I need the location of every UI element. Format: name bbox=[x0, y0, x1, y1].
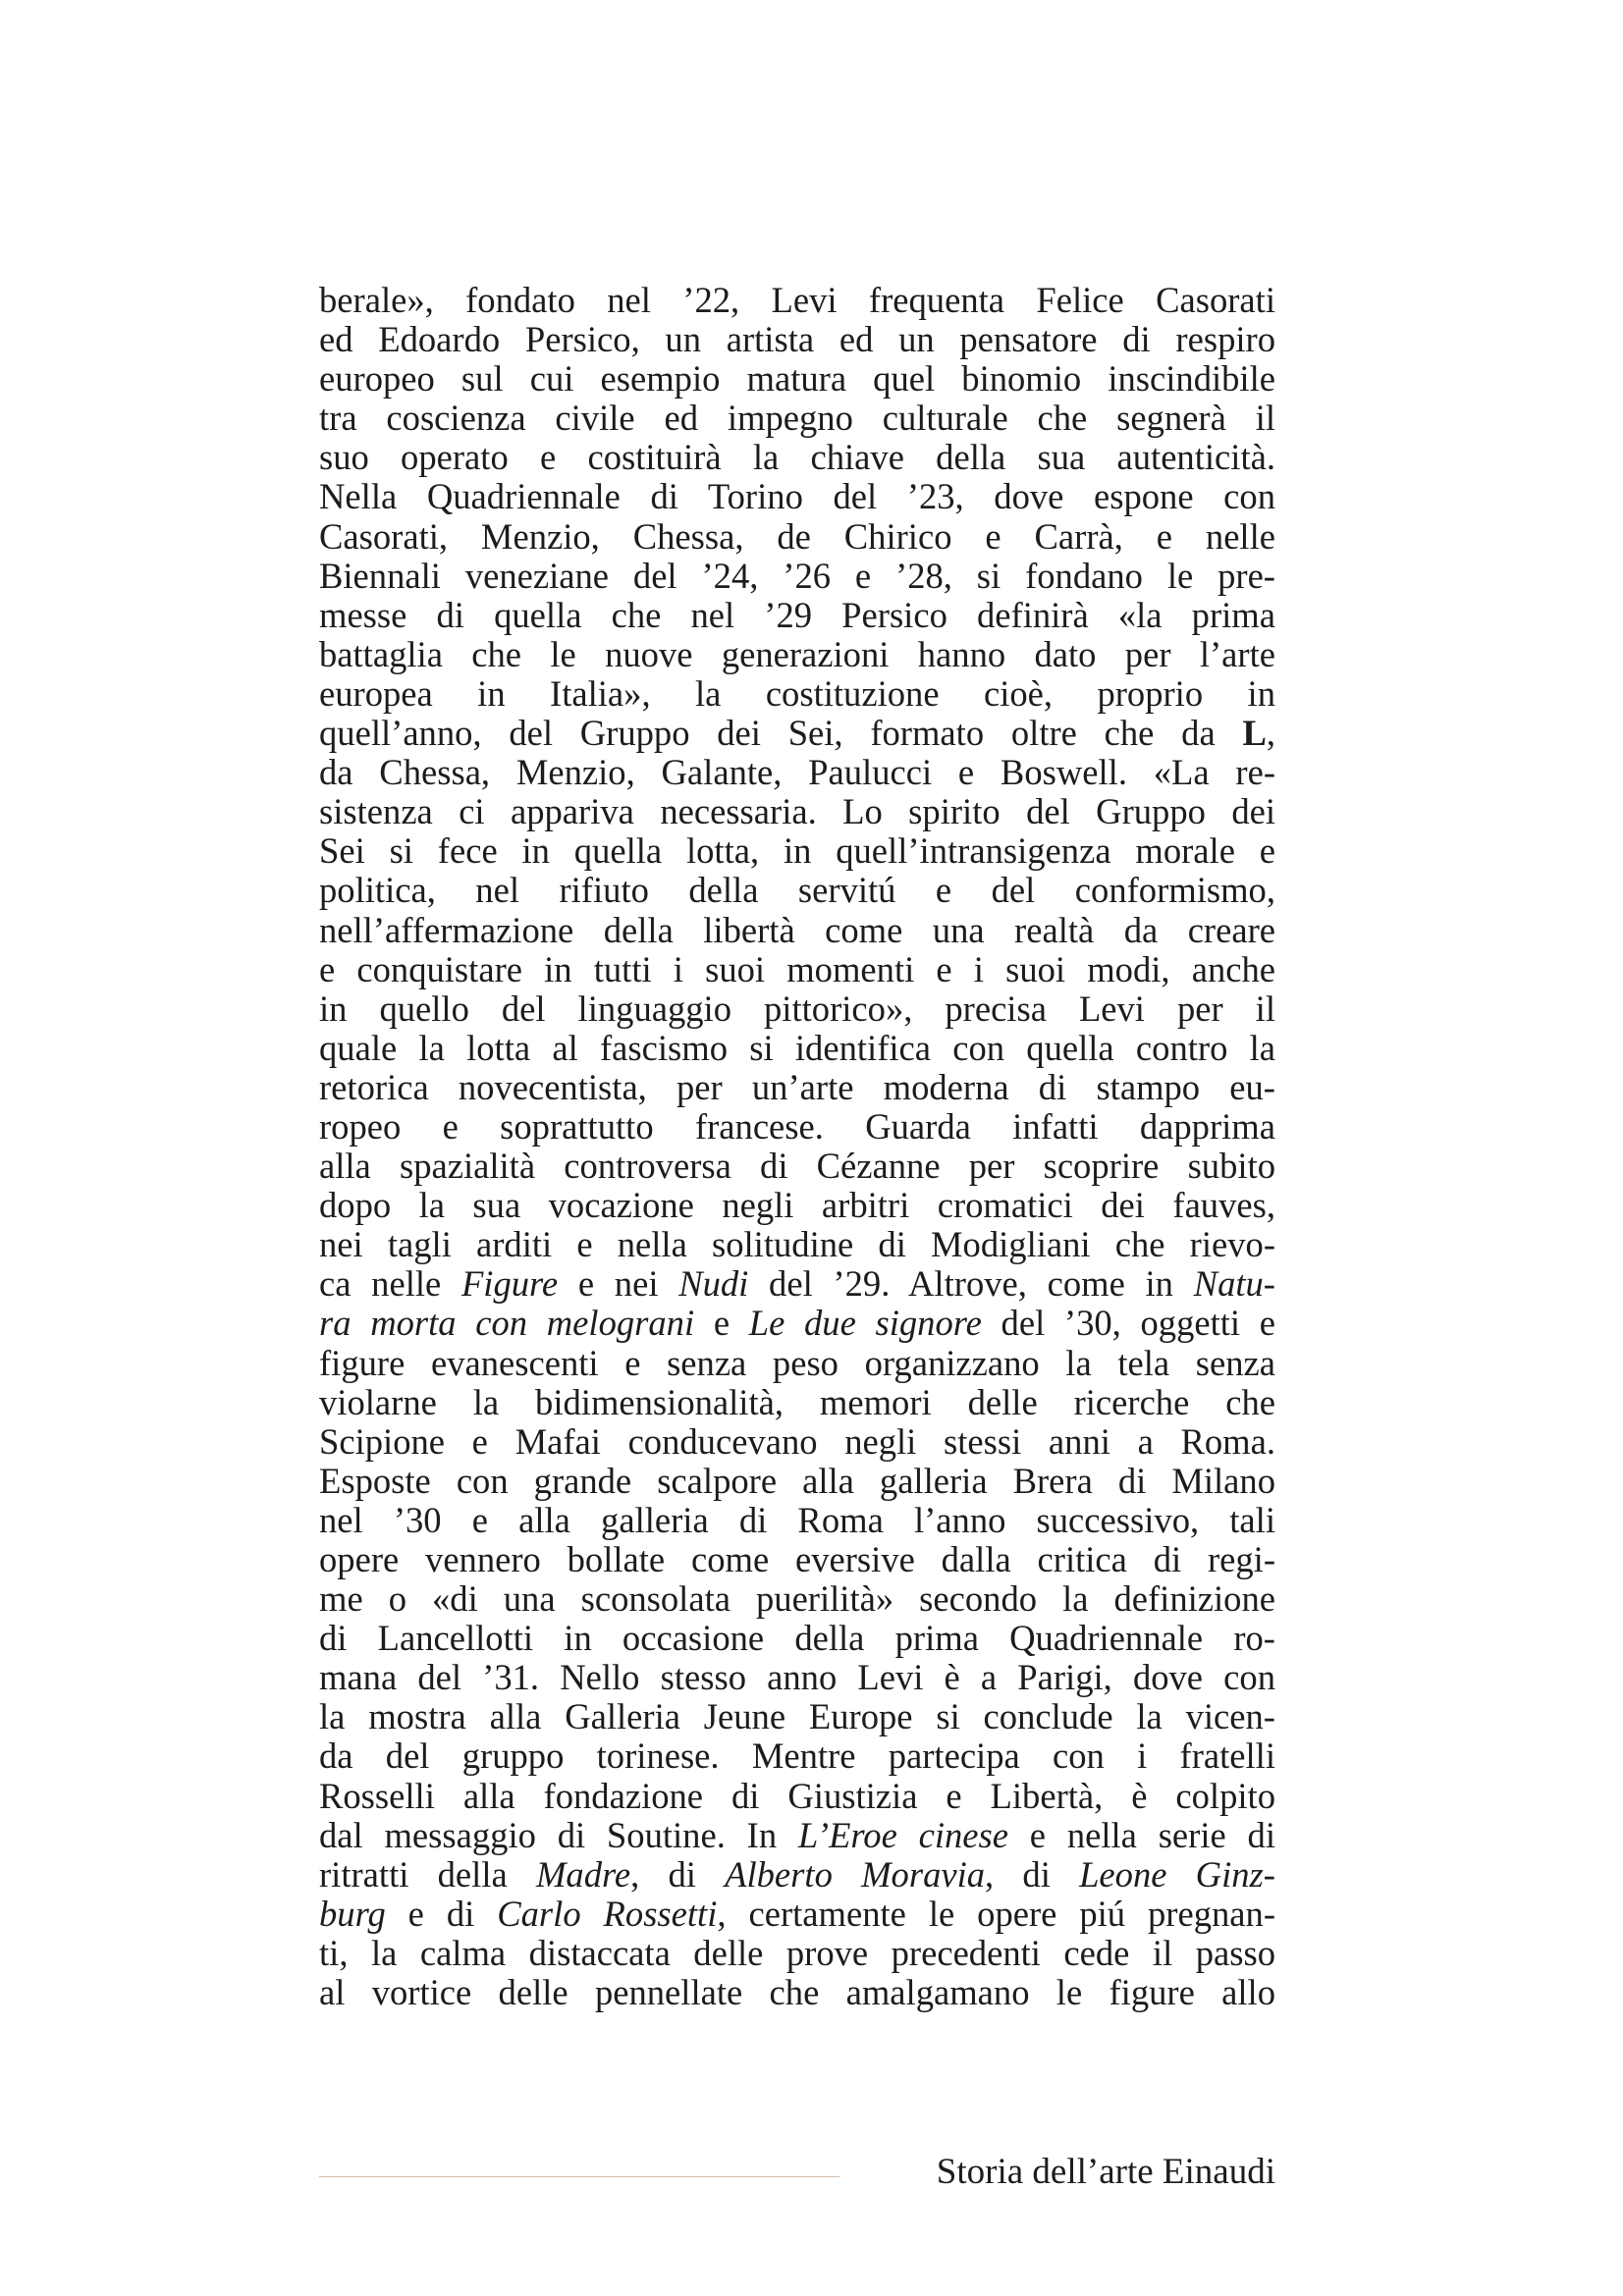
text-line bbox=[319, 359, 1275, 399]
text-line bbox=[319, 792, 1275, 831]
text-line bbox=[319, 753, 1275, 792]
text-run: , di bbox=[985, 1853, 1080, 1895]
text-run: violarne la bidimensionalità, memori delle ricerche che bbox=[319, 1381, 1275, 1422]
text-run: berale», fondato nel ’22, Levi frequenta Felice Casorati bbox=[319, 280, 1275, 320]
text-line bbox=[319, 1029, 1275, 1068]
text-line bbox=[319, 1579, 1275, 1619]
text-line bbox=[319, 714, 1275, 753]
italic-run: Le due signore bbox=[748, 1303, 982, 1344]
text-run: , di bbox=[630, 1853, 726, 1895]
italic-run: Carlo Rossetti bbox=[497, 1893, 718, 1934]
text-line bbox=[319, 1264, 1275, 1304]
text-run: nell’affermazione della libertà come una realtà da creare bbox=[319, 909, 1275, 950]
text-run: ed Edoardo Persico, un artista ed un pensatore di respiro bbox=[319, 319, 1275, 360]
text-line bbox=[319, 1068, 1275, 1107]
text-run: da Chessa, Menzio, Galante, Paulucci e Boswell. «La re- bbox=[319, 752, 1275, 793]
text-run: alla spazialità controversa di Cézanne per scoprire subito bbox=[319, 1146, 1275, 1187]
text-run: battaglia che le nuove generazioni hanno dato per l’arte bbox=[319, 633, 1275, 674]
text-run: europea in Italia», la costituzione cioè, proprio in bbox=[319, 672, 1275, 714]
text-line bbox=[319, 674, 1275, 714]
text-run: del ’30, oggetti e bbox=[981, 1303, 1276, 1344]
bold-run: L bbox=[1242, 713, 1267, 754]
text-run: Rosselli alla fondazione di Giustizia e Libertà, è colpito bbox=[319, 1775, 1275, 1816]
text-run: , certamente le opere piú pregnan- bbox=[717, 1893, 1275, 1934]
text-line bbox=[319, 1383, 1275, 1422]
text-line bbox=[319, 320, 1275, 359]
text-line bbox=[319, 596, 1275, 635]
text-line bbox=[319, 1540, 1275, 1579]
text-run: del ’29. Altrove, come in bbox=[748, 1263, 1194, 1305]
italic-run: L’Eroe cinese bbox=[797, 1814, 1008, 1855]
text-line bbox=[319, 1422, 1275, 1462]
italic-run: Natu- bbox=[1193, 1263, 1275, 1305]
text-line bbox=[319, 1736, 1275, 1776]
text-run: Esposte con grande scalpore alla galleria Brera di Milano bbox=[319, 1460, 1275, 1501]
italic-run: Madre bbox=[535, 1853, 631, 1895]
text-line bbox=[319, 1973, 1275, 2012]
text-line bbox=[319, 1107, 1275, 1147]
text-run: al vortice delle pennellate che amalgamano le figure allo bbox=[319, 1972, 1275, 2013]
text-run: ca nelle bbox=[319, 1263, 461, 1305]
text-line bbox=[319, 1658, 1275, 1697]
text-line bbox=[319, 1855, 1275, 1895]
text-run: figure evanescenti e senza peso organizzano la tela senza bbox=[319, 1342, 1275, 1383]
text-run: la mostra alla Galleria Jeune Europe si conclude la vicen- bbox=[319, 1696, 1275, 1737]
text-line bbox=[319, 831, 1275, 871]
text-run: opere vennero bollate come eversive dalla critica di regi- bbox=[319, 1539, 1275, 1579]
italic-run: Alberto Moravia bbox=[725, 1853, 986, 1895]
text-line bbox=[319, 1462, 1275, 1501]
text-line bbox=[319, 1501, 1275, 1540]
text-line bbox=[319, 399, 1275, 438]
text-run: e nella serie di bbox=[1008, 1814, 1275, 1855]
text-line bbox=[319, 1147, 1275, 1186]
text-line bbox=[319, 557, 1275, 596]
text-run: nei tagli arditi e nella solitudine di Modigliani che rievo- bbox=[319, 1224, 1275, 1265]
italic-run: Leone Ginz- bbox=[1079, 1853, 1275, 1895]
text-line bbox=[319, 438, 1275, 477]
text-line bbox=[319, 635, 1275, 674]
text-run: tra coscienza civile ed impegno culturale che segnerà il bbox=[319, 398, 1275, 439]
text-run: Nella Quadriennale di Torino del ’23, dove espone con bbox=[319, 476, 1275, 517]
text-run: nel ’30 e alla galleria di Roma l’anno successivo, tali bbox=[319, 1499, 1275, 1540]
italic-run: Nudi bbox=[678, 1263, 749, 1305]
text-run: sistenza ci appariva necessaria. Lo spirito del Gruppo dei bbox=[319, 791, 1275, 832]
text-line bbox=[319, 1934, 1275, 1973]
text-run: , bbox=[1266, 713, 1275, 754]
text-run: mana del ’31. Nello stesso anno Levi è a Parigi, dove con bbox=[319, 1657, 1275, 1698]
text-run: e conquistare in tutti i suoi momenti e i suoi modi, anche bbox=[319, 948, 1275, 989]
text-line bbox=[319, 1225, 1275, 1264]
text-line bbox=[319, 1895, 1275, 1934]
text-run: quale la lotta al fascismo si identifica con quella contro la bbox=[319, 1027, 1275, 1068]
italic-run: ra morta con melograni bbox=[319, 1303, 695, 1344]
text-line bbox=[319, 911, 1275, 950]
text-line bbox=[319, 1697, 1275, 1736]
text-run: ti, la calma distaccata delle prove precedenti cede il passo bbox=[319, 1932, 1275, 1973]
text-run: Casorati, Menzio, Chessa, de Chirico e Carrà, e nelle bbox=[319, 515, 1275, 557]
text-run: me o «di una sconsolata puerilità» secondo la definizione bbox=[319, 1578, 1275, 1620]
italic-run: Figure bbox=[460, 1263, 559, 1305]
text-line bbox=[319, 989, 1275, 1029]
text-run: messe di quella che nel ’29 Persico definirà «la prima bbox=[319, 594, 1275, 635]
text-run: Sei si fece in quella lotta, in quell’intransigenza morale e bbox=[319, 830, 1275, 872]
footer-title: Storia dell’arte Einaudi bbox=[936, 2152, 1275, 2192]
text-line bbox=[319, 950, 1275, 989]
text-run: europeo sul cui esempio matura quel binomio inscindibile bbox=[319, 358, 1275, 400]
text-line bbox=[319, 1186, 1275, 1225]
page-footer bbox=[319, 2148, 1275, 2197]
text-run: Scipione e Mafai conducevano negli stessi anni a Roma. bbox=[319, 1420, 1275, 1462]
text-line bbox=[319, 1304, 1275, 1343]
body-text bbox=[319, 281, 1275, 2012]
text-run: retorica novecentista, per un’arte moderna di stampo eu- bbox=[319, 1066, 1275, 1107]
text-run: di Lancellotti in occasione della prima Quadriennale ro- bbox=[319, 1618, 1275, 1659]
text-run: e nei bbox=[558, 1263, 679, 1305]
text-line bbox=[319, 281, 1275, 320]
text-run: Biennali veneziane del ’24, ’26 e ’28, si fondano le pre- bbox=[319, 555, 1275, 596]
text-run: politica, nel rifiuto della servitú e del conformismo, bbox=[319, 870, 1275, 911]
text-line bbox=[319, 871, 1275, 910]
text-run: da del gruppo torinese. Mentre partecipa con i fratelli bbox=[319, 1735, 1275, 1777]
text-run: e bbox=[694, 1303, 749, 1344]
italic-run: burg bbox=[319, 1893, 386, 1934]
text-run: e di bbox=[385, 1893, 498, 1934]
text-run: suo operato e costituirà la chiave della sua autenticità. bbox=[319, 437, 1275, 478]
text-line bbox=[319, 1816, 1275, 1855]
text-run: dal messaggio di Soutine. In bbox=[319, 1814, 798, 1855]
text-run: ritratti della bbox=[319, 1853, 536, 1895]
text-run: quell’anno, del Gruppo dei Sei, formato oltre che da bbox=[319, 713, 1243, 754]
text-run: dopo la sua vocazione negli arbitri cromatici dei fauves, bbox=[319, 1185, 1275, 1226]
footer-rule bbox=[319, 2176, 839, 2177]
text-line bbox=[319, 1619, 1275, 1658]
text-run: ropeo e soprattutto francese. Guarda infatti dapprima bbox=[319, 1105, 1275, 1147]
text-line bbox=[319, 477, 1275, 516]
text-line bbox=[319, 1344, 1275, 1383]
text-line bbox=[319, 1777, 1275, 1816]
text-run: in quello del linguaggio pittorico», precisa Levi per il bbox=[319, 988, 1275, 1029]
text-line bbox=[319, 517, 1275, 557]
